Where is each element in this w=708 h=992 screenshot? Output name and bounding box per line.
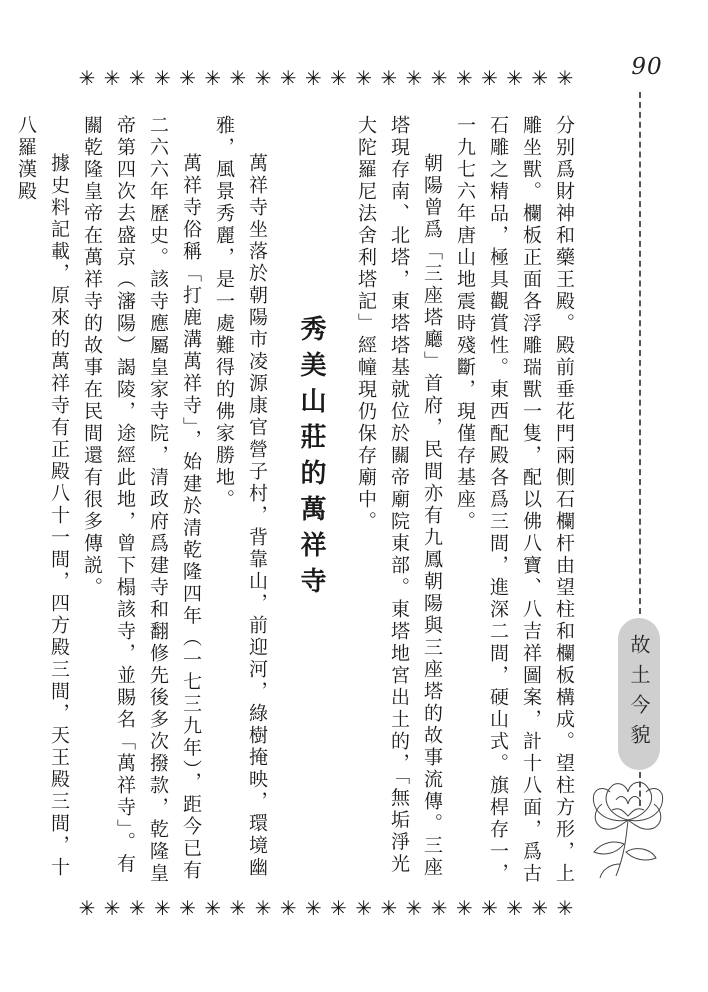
paragraph: 萬祥寺坐落於朝陽市凌源康官營子村，背靠山，前迎河，綠樹掩映，環境幽雅，風景秀麗，是一處難得的佛家勝地。 xyxy=(213,115,268,879)
ornament-glyph-icon: ✳ xyxy=(531,66,549,90)
ornament-glyph-icon: ✳ xyxy=(355,66,373,90)
ornament-glyph-icon: ✳ xyxy=(481,66,498,90)
ornament-glyph-icon: ✳ xyxy=(430,896,448,920)
ornament-glyph-icon: ✳ xyxy=(405,896,423,920)
peony-flower-icon xyxy=(580,760,676,880)
ornament-glyph-icon: ✳ xyxy=(179,896,196,920)
ornament-glyph-icon: ✳ xyxy=(128,896,146,920)
ornament-glyph-icon: ✳ xyxy=(229,66,247,90)
chapter-tab: 故土今貌 xyxy=(618,618,660,770)
ornament-glyph-icon: ✳ xyxy=(78,66,96,90)
ornament-glyph-icon: ✳ xyxy=(330,66,347,90)
ornament-glyph-icon: ✳ xyxy=(455,896,473,920)
ornament-glyph-icon: ✳ xyxy=(556,66,574,90)
ornament-glyph-icon: ✳ xyxy=(405,66,423,90)
ornament-glyph-icon: ✳ xyxy=(481,896,498,920)
ornament-glyph-icon: ✳ xyxy=(305,896,322,920)
ornament-glyph-icon: ✳ xyxy=(506,66,524,90)
section-heading: 秀美山莊的萬祥寺 xyxy=(296,315,326,603)
ornament-glyph-icon: ✳ xyxy=(380,896,398,920)
ornament-glyph-icon: ✳ xyxy=(430,66,448,90)
ornament-glyph-icon: ✳ xyxy=(103,896,121,920)
ornament-glyph-icon: ✳ xyxy=(556,896,574,920)
ornament-glyph-icon: ✳ xyxy=(204,896,222,920)
page-number: 90 xyxy=(631,54,663,80)
ornament-glyph-icon: ✳ xyxy=(128,66,146,90)
ornament-glyph-icon: ✳ xyxy=(455,66,473,90)
ornament-glyph-icon: ✳ xyxy=(154,896,171,920)
ornament-glyph-icon: ✳ xyxy=(204,66,222,90)
ornament-glyph-icon: ✳ xyxy=(254,896,272,920)
vertical-body-text xyxy=(15,115,580,885)
ornament-glyph-icon: ✳ xyxy=(506,896,524,920)
paragraph: 萬祥寺俗稱「打鹿溝萬祥寺」，始建於清乾隆四年（一七三九年），距今已有二六六年歷史。該寺應屬皇家寺院，清政府爲建寺和翻修先後多次撥款，乾隆皇帝第四次去盛京（瀋陽）謁陵，途經此地，曾下榻該寺，並賜名「萬祥寺」。有關乾隆皇帝在萬祥寺的故事在民間還有很多傳説。 xyxy=(81,115,202,885)
paragraph: 分别爲財神和藥王殿。殿前垂花門兩側石欄杆由望柱和欄板構成。望柱方形，上雕坐獸。欄板正面各浮雕瑞獸一隻，配以佛八寶、八吉祥圖案，計十八面，爲古石雕之精品，極具觀賞性。東西配殿各爲三間，進深二間，硬山式。旗桿存一，一九七六年唐山地震時殘斷，現僅存基座。 xyxy=(454,115,575,885)
margin-rule-top xyxy=(639,92,641,614)
ornament-glyph-icon: ✳ xyxy=(279,896,297,920)
bottom-ornament-border xyxy=(76,896,576,920)
ornament-glyph-icon: ✳ xyxy=(305,66,322,90)
ornament-glyph-icon: ✳ xyxy=(229,896,247,920)
ornament-glyph-icon: ✳ xyxy=(279,66,297,90)
top-ornament-border xyxy=(76,66,576,90)
ornament-glyph-icon: ✳ xyxy=(330,896,347,920)
ornament-glyph-icon: ✳ xyxy=(380,66,398,90)
ornament-glyph-icon: ✳ xyxy=(78,896,96,920)
ornament-glyph-icon: ✳ xyxy=(355,896,373,920)
paragraph: 朝陽曾爲「三座塔廳」首府，民間亦有九鳳朝陽與三座塔的故事流傳。三座塔現存南、北塔，東塔塔基就位於關帝廟院東部。東塔地宮出土的，「無垢淨光大陀羅尼法舍利塔記」經幢現仍保存廟中。 xyxy=(355,115,443,879)
ornament-glyph-icon: ✳ xyxy=(254,66,272,90)
ornament-glyph-icon: ✳ xyxy=(103,66,121,90)
ornament-glyph-icon: ✳ xyxy=(154,66,171,90)
paragraph: 據史料記載，原來的萬祥寺有正殿八十一間，四方殿三間，天王殿三間，十八羅漢殿 xyxy=(15,115,70,879)
ornament-glyph-icon: ✳ xyxy=(531,896,549,920)
ornament-glyph-icon: ✳ xyxy=(179,66,196,90)
